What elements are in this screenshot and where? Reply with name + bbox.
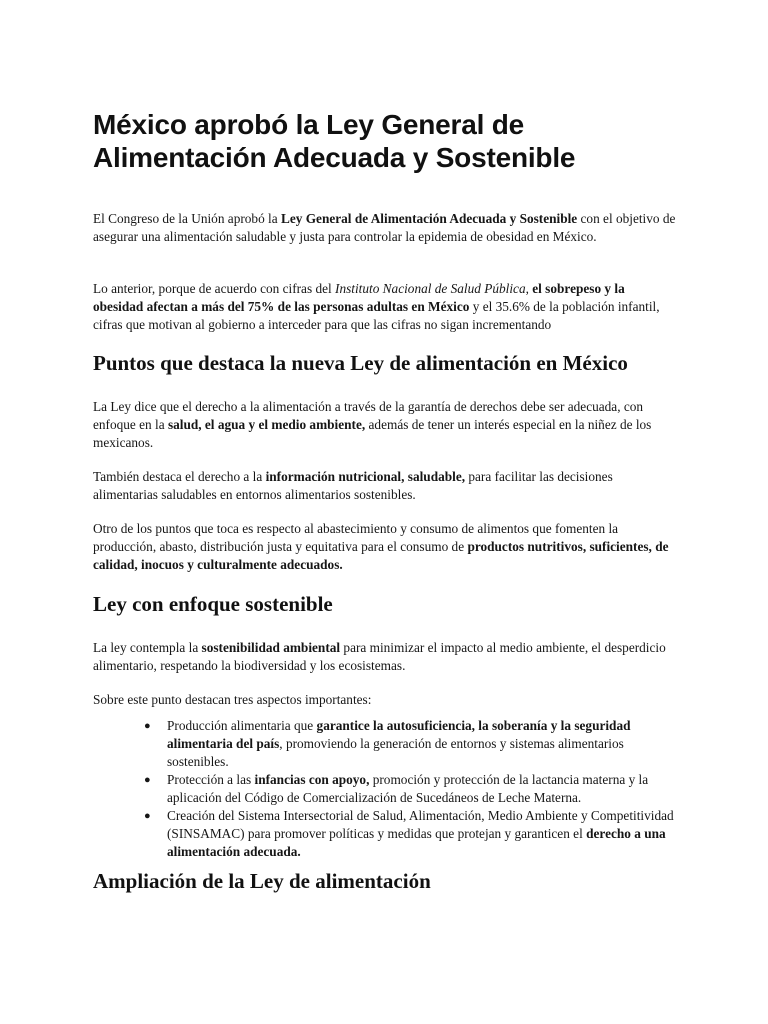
paragraph-derecho-highlight: salud, el agua y el medio ambiente, xyxy=(167,417,366,432)
paragraph-informacion-highlight: información nutricional, saludable, xyxy=(265,469,466,484)
paragraph-sostenibilidad-highlight: sostenibilidad ambiental xyxy=(201,640,341,655)
list-item-highlight: infancias con apoyo, xyxy=(254,772,370,787)
paragraph-sostenibilidad xyxy=(93,639,678,675)
paragraph-statistics-highlight: el sobrepeso y la obesidad afectan a más del 75% de las personas adultas en México xyxy=(93,281,625,314)
heading-sostenible: Ley con enfoque sostenible xyxy=(93,592,333,616)
list-item-text-a: Producción alimentaria que xyxy=(167,718,317,733)
list-item xyxy=(142,717,682,771)
aspects-list xyxy=(142,717,682,861)
paragraph-abastecimiento xyxy=(93,520,678,574)
list-item-highlight: derecho a una alimentación adecuada. xyxy=(167,826,666,859)
list-item xyxy=(142,807,682,861)
list-item-text-c: , promoviendo la generación de entornos y sistemas alimentarios sostenibles. xyxy=(167,736,624,769)
heading-ampliacion: Ampliación de la Ley de alimentación xyxy=(93,869,431,893)
bullet-icon: ● xyxy=(144,810,151,822)
paragraph-intro xyxy=(93,210,678,246)
paragraph-statistics-institute: Instituto Nacional de Salud Pública xyxy=(335,281,526,296)
paragraph-informacion-text-c: para facilitar las decisiones alimentarias saludables en entornos alimentarios sostenibles. xyxy=(93,469,613,502)
paragraph-statistics-text-a: Lo anterior, porque de acuerdo con cifras del xyxy=(93,281,336,296)
paragraph-derecho-text-c: además de tener un interés especial en la niñez de los mexicanos. xyxy=(93,417,652,450)
paragraph-aspectos: Sobre este punto destacan tres aspectos importantes: xyxy=(93,692,372,707)
paragraph-derecho-text-a: La Ley dice que el derecho a la alimentación a través de la garantía de derechos debe ser adecuada, con enfoque en la xyxy=(93,399,644,432)
paragraph-sostenibilidad-text-c: para minimizar el impacto al medio ambiente, el desperdicio alimentario, respetando la biodiversidad y los ecosistemas. xyxy=(93,640,666,673)
list-item-text-a: Protección a las xyxy=(167,772,255,787)
page-title: México aprobó la Ley General de Alimentación Adecuada y Sostenible xyxy=(93,109,576,173)
bullet-icon: ● xyxy=(144,720,151,732)
paragraph-statistics-text-b: , xyxy=(525,281,533,296)
paragraph-intro-text-a: El Congreso de la Unión aprobó la xyxy=(93,211,281,226)
paragraph-abastecimiento-highlight: productos nutritivos, suficientes, de calidad, inocuos y culturalmente adecuados. xyxy=(93,539,669,572)
heading-puntos: Puntos que destaca la nueva Ley de alimentación en México xyxy=(93,351,628,375)
paragraph-statistics-text-d: y el 35.6% de la población infantil, cifras que motivan al gobierno a interceder para que las cifras no sigan incrementando xyxy=(93,299,660,332)
list-item-highlight: garantice la autosuficiencia, la soberanía y la seguridad alimentaria del país xyxy=(167,718,631,751)
bullet-icon: ● xyxy=(144,774,151,786)
paragraph-intro-text-c: con el objetivo de asegurar una alimentación saludable y justa para controlar la epidemia de obesidad en México. xyxy=(93,211,676,244)
paragraph-informacion-text-a: También destaca el derecho a la xyxy=(93,469,266,484)
paragraph-abastecimiento-text-a: Otro de los puntos que toca es respecto al abastecimiento y consumo de alimentos que fomenten la producción, abasto, distribución justa y equitativa para el consumo de xyxy=(93,521,619,554)
paragraph-sostenibilidad-text-a: La ley contempla la xyxy=(93,640,202,655)
list-item-text-a: Creación del Sistema Intersectorial de Salud, Alimentación, Medio Ambiente y Competitividad (SINSAMAC) para promover políticas y medidas que protejan y garanticen el xyxy=(167,808,674,841)
paragraph-derecho xyxy=(93,398,678,452)
paragraph-statistics xyxy=(93,280,678,334)
paragraph-intro-law-name: Ley General de Alimentación Adecuada y Sostenible xyxy=(280,211,578,226)
list-item xyxy=(142,771,682,807)
list-item-text-c: promoción y protección de la lactancia materna y la aplicación del Código de Comercialización de Sucedáneos de Leche Materna. xyxy=(167,772,649,805)
paragraph-informacion xyxy=(93,468,678,504)
